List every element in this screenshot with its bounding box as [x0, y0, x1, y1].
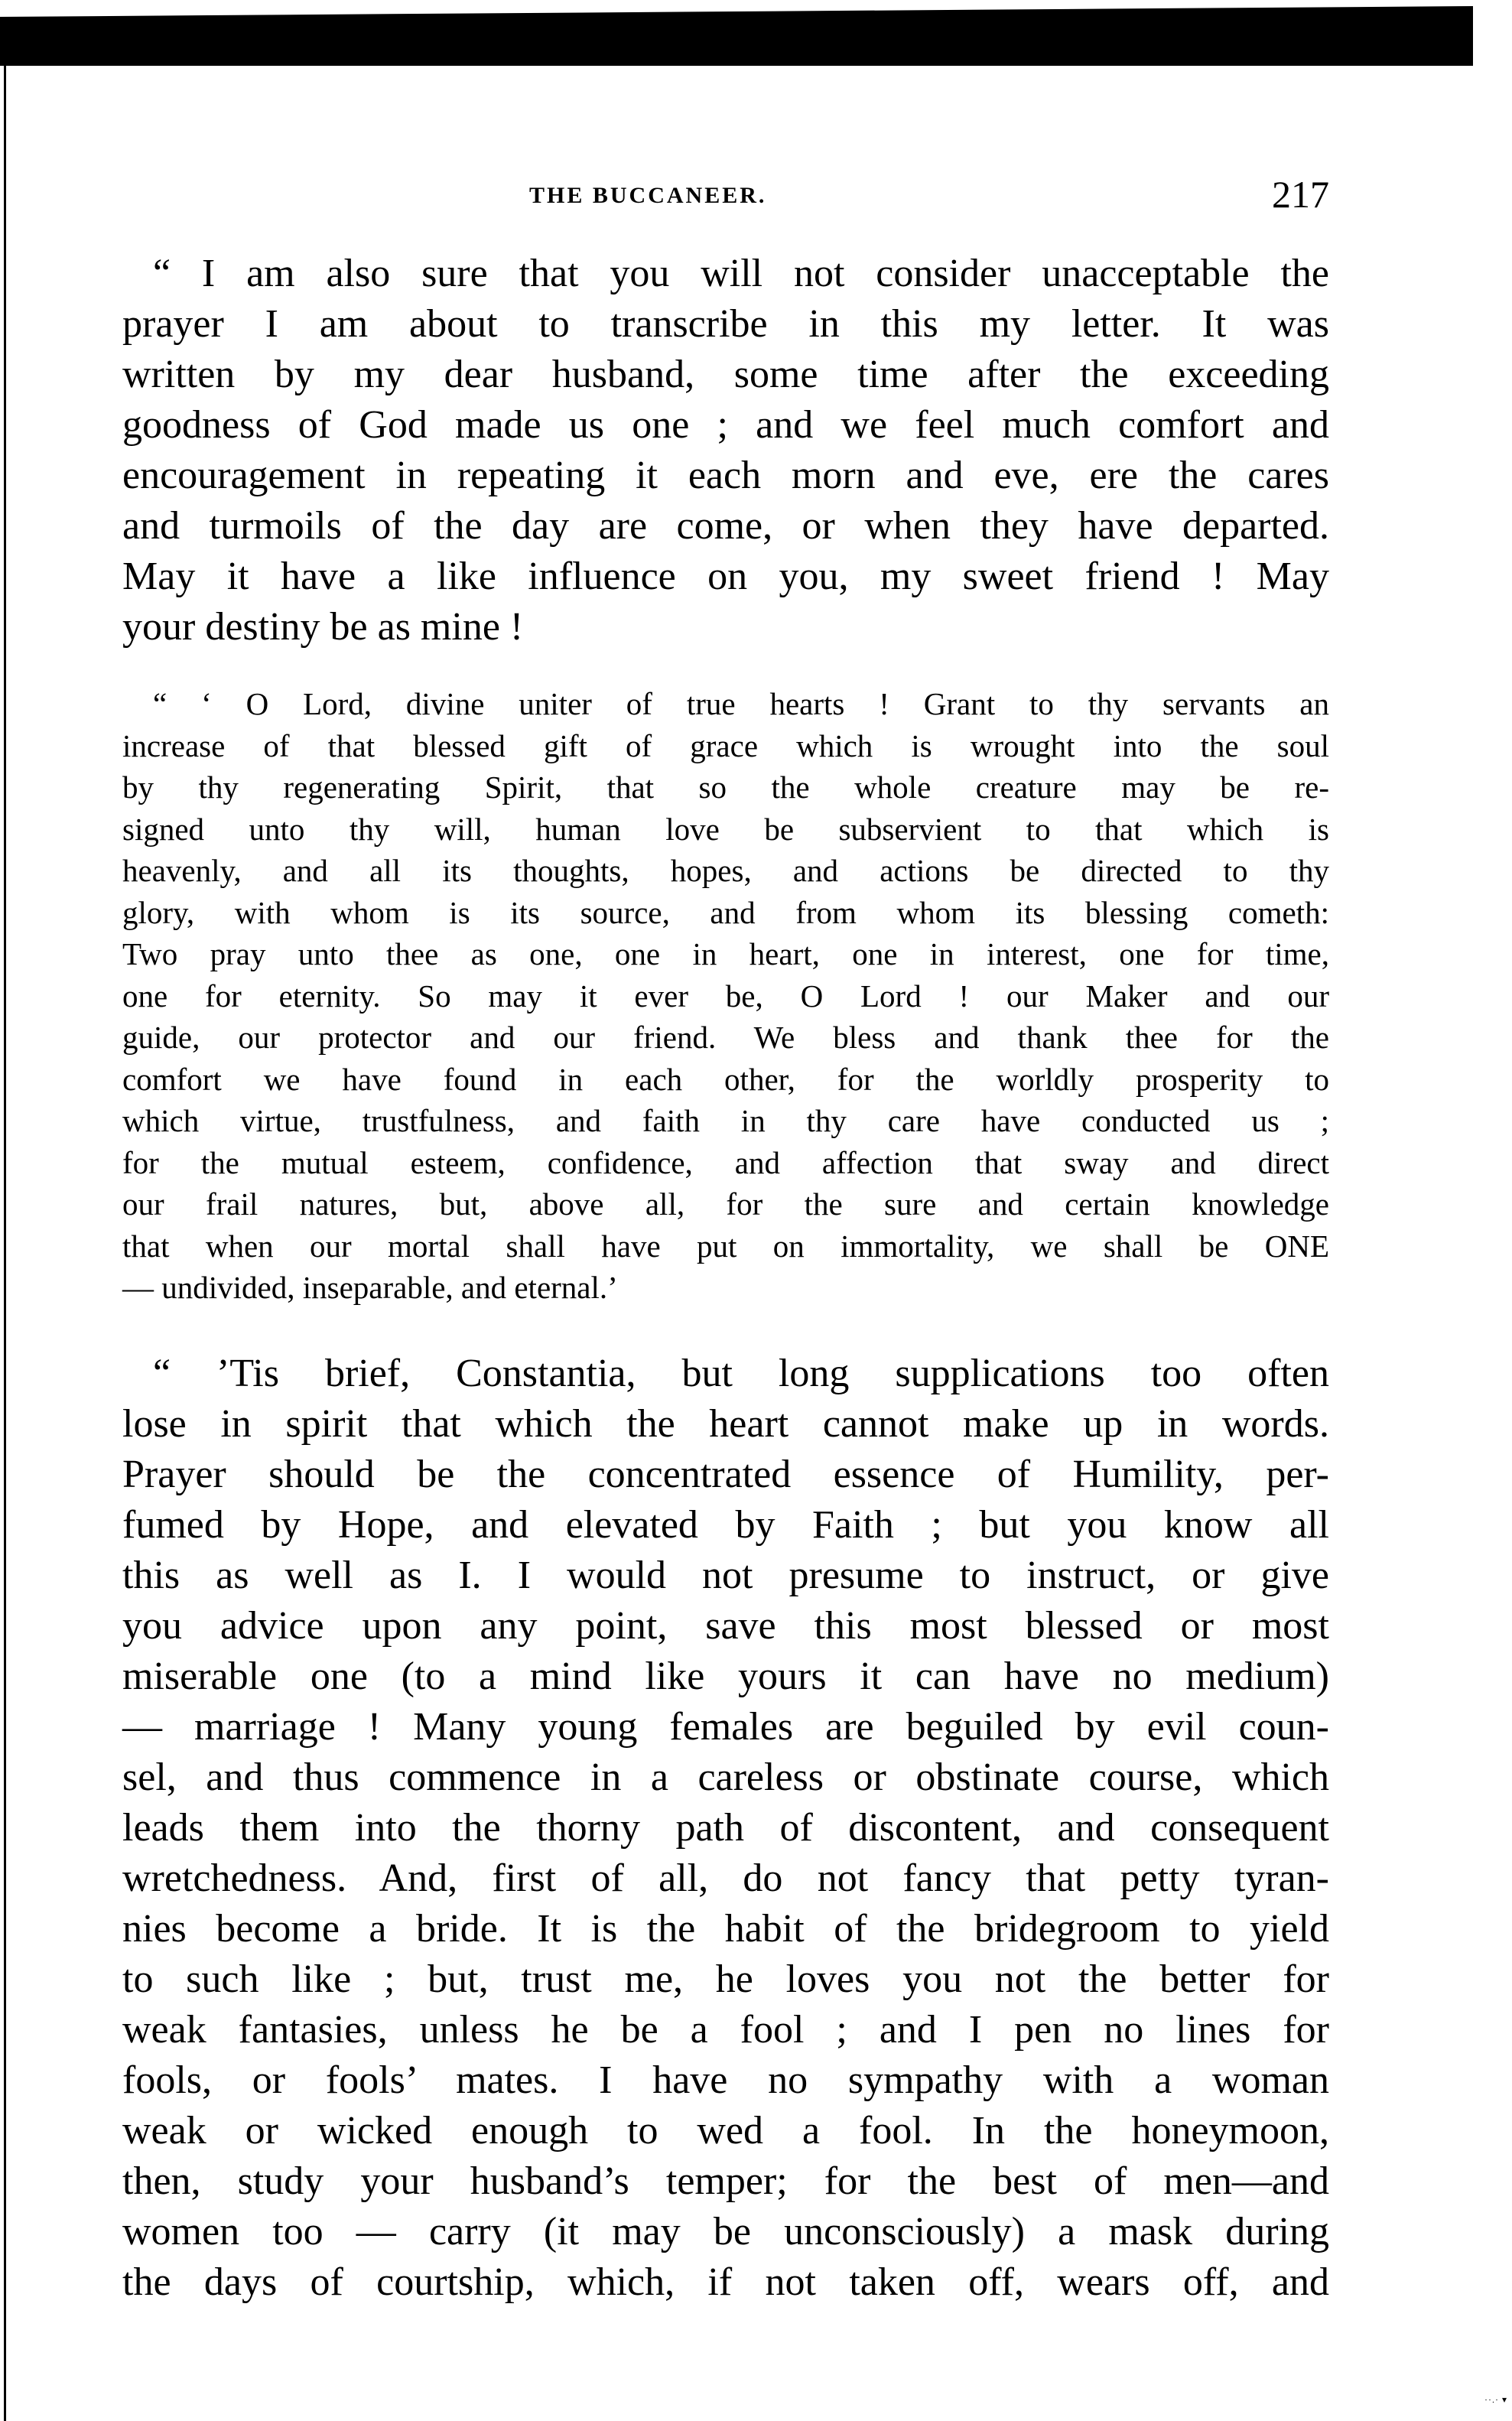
text-line: encouragement in repeating it each morn and eve, ere the cares	[122, 454, 1329, 497]
text-line: “ ’Tis brief, Constantia, but long supplications too often	[153, 1352, 1329, 1395]
quote-line: increase of that blessed gift of grace which is wrought into the soul	[122, 727, 1329, 763]
text-line: women too — carry (it may be unconsciously) a mask during	[122, 2210, 1329, 2253]
text-line: prayer I am about to transcribe in this my letter. It was	[122, 302, 1329, 346]
quote-line: glory, with whom is its source, and from whom its blessing cometh:	[122, 894, 1329, 930]
quote-line: signed unto thy will, human love be subservient to that which is	[122, 811, 1329, 847]
page-edge-rule	[4, 57, 6, 2421]
paragraph-marriage-advice	[122, 1349, 1329, 2308]
text-line: goodness of God made us one ; and we feel much comfort and	[122, 403, 1329, 447]
quote-line: — undivided, inseparable, and eternal.’	[122, 1270, 618, 1305]
text-line: and turmoils of the day are come, or when they have departed.	[122, 504, 1329, 548]
text-line: written by my dear husband, some time after the exceeding	[122, 353, 1329, 396]
text-line: this as well as I. I would not presume to instruct, or give	[122, 1554, 1329, 1597]
text-line: Prayer should be the concentrated essence of Humility, per-	[122, 1453, 1329, 1496]
quote-line: our frail natures, but, above all, for the sure and certain knowledge	[122, 1186, 1329, 1222]
quote-line: by thy regenerating Spirit, that so the whole creature may be re-	[122, 770, 1329, 805]
prayer-quote-block	[122, 683, 1329, 1309]
text-line: May it have a like influence on you, my sweet friend ! May	[122, 555, 1329, 598]
scan-artifact-mark: ··.· ▾	[1484, 2394, 1507, 2405]
page-header	[122, 172, 1329, 216]
text-line: nies become a bride. It is the habit of the bridegroom to yield	[122, 1907, 1329, 1951]
quote-line: Two pray unto thee as one, one in heart, one in interest, one for time,	[122, 936, 1329, 971]
running-head: THE BUCCANEER.	[529, 183, 767, 208]
quote-line: guide, our protector and our friend. We bless and thank thee for the	[122, 1020, 1329, 1055]
text-line: to such like ; but, trust me, he loves you not the better for	[122, 1957, 1329, 2001]
text-line: fumed by Hope, and elevated by Faith ; but you know all	[122, 1503, 1329, 1547]
text-line: lose in spirit that which the heart cannot make up in words.	[122, 1402, 1329, 1446]
text-line: sel, and thus commence in a careless or obstinate course, which	[122, 1756, 1329, 1799]
text-line: weak or wicked enough to wed a fool. In the honeymoon,	[122, 2109, 1329, 2153]
text-line: you advice upon any point, save this most blessed or most	[122, 1604, 1329, 1648]
text-line: fools, or fools’ mates. I have no sympathy with a woman	[122, 2058, 1329, 2102]
quote-line: “ ‘ O Lord, divine uniter of true hearts ! Grant to thy servants an	[153, 686, 1329, 721]
page-number: 217	[1272, 173, 1329, 216]
quote-line: for the mutual esteem, confidence, and affection that sway and direct	[122, 1144, 1329, 1180]
text-line: wretchedness. And, first of all, do not fancy that petty tyran-	[122, 1856, 1329, 1900]
quote-line: which virtue, trustfulness, and faith in thy care have conducted us ;	[122, 1103, 1329, 1138]
text-line: leads them into the thorny path of discontent, and consequent	[122, 1806, 1329, 1850]
text-line: your destiny be as mine !	[122, 605, 524, 649]
text-line: miserable one (to a mind like yours it can have no medium)	[122, 1655, 1329, 1698]
text-line: “ I am also sure that you will not consider unacceptable the	[153, 252, 1329, 295]
quote-line: heavenly, and all its thoughts, hopes, and actions be directed to thy	[122, 853, 1329, 888]
text-line: then, study your husband’s temper; for the best of men—and	[122, 2159, 1329, 2203]
quote-line: one for eternity. So may it ever be, O Lord ! our Maker and our	[122, 978, 1329, 1014]
text-line: — marriage ! Many young females are beguiled by evil coun-	[122, 1705, 1329, 1749]
scan-dark-band	[0, 6, 1473, 66]
text-line: weak fantasies, unless he be a fool ; and I pen no lines for	[122, 2008, 1329, 2052]
text-line: the days of courtship, which, if not taken off, wears off, and	[122, 2260, 1329, 2304]
paragraph-letter-intro	[122, 249, 1329, 652]
quote-line: comfort we have found in each other, for the worldly prosperity to	[122, 1061, 1329, 1097]
quote-line: that when our mortal shall have put on immortality, we shall be ONE	[122, 1228, 1329, 1264]
